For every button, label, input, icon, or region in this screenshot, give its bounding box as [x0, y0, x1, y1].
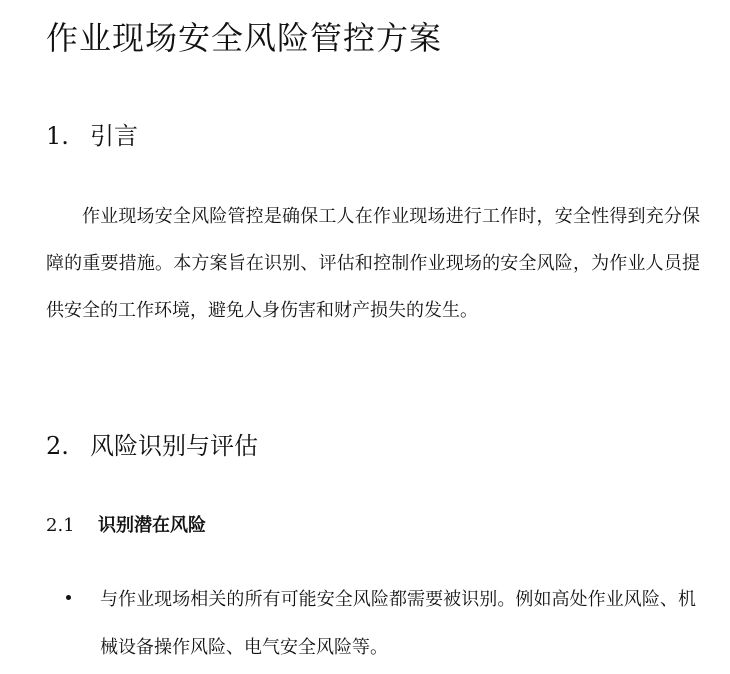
list-item — [46, 576, 700, 672]
list-item-text: 与作业现场相关的所有可能安全风险都需要被识别。例如高处作业风险、机械设备操作风险、电气安全风险等。 — [100, 589, 696, 658]
document-title: 作业现场安全风险管控方案 — [46, 19, 443, 57]
subsection-number: 2.1 — [46, 515, 75, 536]
section-heading-introduction — [46, 118, 138, 154]
section-heading-risk-identification — [46, 428, 258, 464]
section-title: 风险识别与评估 — [90, 432, 258, 460]
introduction-paragraph: 作业现场安全风险管控是确保工人在作业现场进行工作时，安全性得到充分保障的重要措施。本方案旨在识别、评估和控制作业现场的安全风险，为作业人员提供安全的工作环境，避免人身伤害和财产损失的发生。 — [46, 206, 700, 321]
bullet-icon — [66, 595, 71, 600]
subsection-heading-identify-risks — [46, 512, 206, 540]
subsection-title: 识别潜在风险 — [98, 515, 206, 536]
section-title: 引言 — [90, 122, 138, 150]
section-number: 2. — [46, 432, 69, 460]
section-number: 1. — [46, 122, 69, 150]
